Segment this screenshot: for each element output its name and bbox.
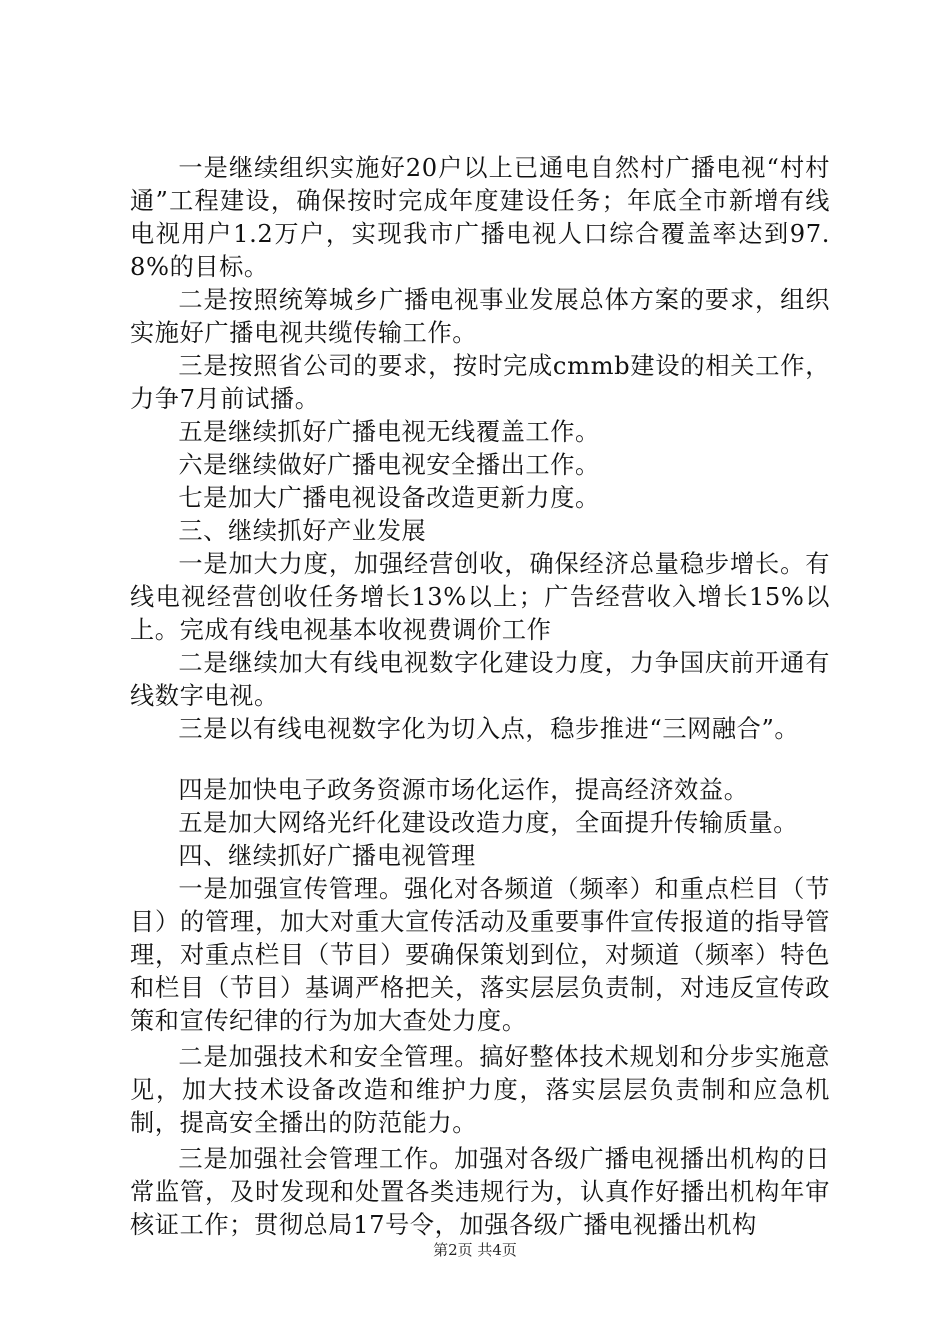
paragraph-12: 一是加强宣传管理。强化对各频道（频率）和重点栏目（节目）的管理，加大对重大宣传活动及重要事件宣传报道的指导管理，对重点栏目（节目）要确保策划到位，对频道（频率）特色和栏目（节目）基调严格把关，落实层层负责制，对违反宣传政策和宣传纪律的行为加大查处力度。 <box>130 875 830 1035</box>
section-heading-4: 四、继续抓好广播电视管理 <box>178 842 476 870</box>
paragraph-7: 一是加大力度，加强经营创收，确保经济总量稳步增长。有线电视经营创收任务增长13%以上；广告经营收入增长15%以上。完成有线电视基本收视费调价工作 <box>130 550 830 644</box>
paragraph-4: 五是继续抓好广播电视无线覆盖工作。 <box>178 418 600 446</box>
paragraph-5: 六是继续做好广播电视安全播出工作。 <box>178 451 600 479</box>
document-body <box>130 152 830 1242</box>
section-heading-3: 三、继续抓好产业发展 <box>178 517 427 545</box>
paragraph-10: 四是加快电子政务资源市场化运作，提高经济效益。 <box>178 776 749 804</box>
paragraph-2: 二是按照统筹城乡广播电视事业发展总体方案的要求，组织实施好广播电视共缆传输工作。 <box>130 286 830 347</box>
paragraph-1: 一是继续组织实施好20户以上已通电自然村广播电视“村村通”工程建设，确保按时完成年度建设任务；年底全市新增有线电视用户1.2万户，实现我市广播电视人口综合覆盖率达到97.8%的目标。 <box>130 154 830 281</box>
page-number-footer: 第2页 共4页 <box>433 1241 517 1259</box>
paragraph-13: 二是加强技术和安全管理。搞好整体技术规划和分步实施意见，加大技术设备改造和维护力度，落实层层负责制和应急机制，提高安全播出的防范能力。 <box>130 1043 830 1137</box>
paragraph-9: 三是以有线电视数字化为切入点，稳步推进“三网融合”。 <box>178 715 800 743</box>
paragraph-6: 七是加大广播电视设备改造更新力度。 <box>178 484 600 512</box>
paragraph-11: 五是加大网络光纤化建设改造力度，全面提升传输质量。 <box>178 809 799 837</box>
paragraph-3: 三是按照省公司的要求，按时完成cmmb建设的相关工作，力争7月前试播。 <box>130 352 830 413</box>
paragraph-14: 三是加强社会管理工作。加强对各级广播电视播出机构的日常监管，及时发现和处置各类违规行为，认真作好播出机构年审核证工作；贯彻总局17号令，加强各级广播电视播出机构 <box>130 1145 830 1239</box>
paragraph-8: 二是继续加大有线电视数字化建设力度，力争国庆前开通有线数字电视。 <box>130 649 830 710</box>
